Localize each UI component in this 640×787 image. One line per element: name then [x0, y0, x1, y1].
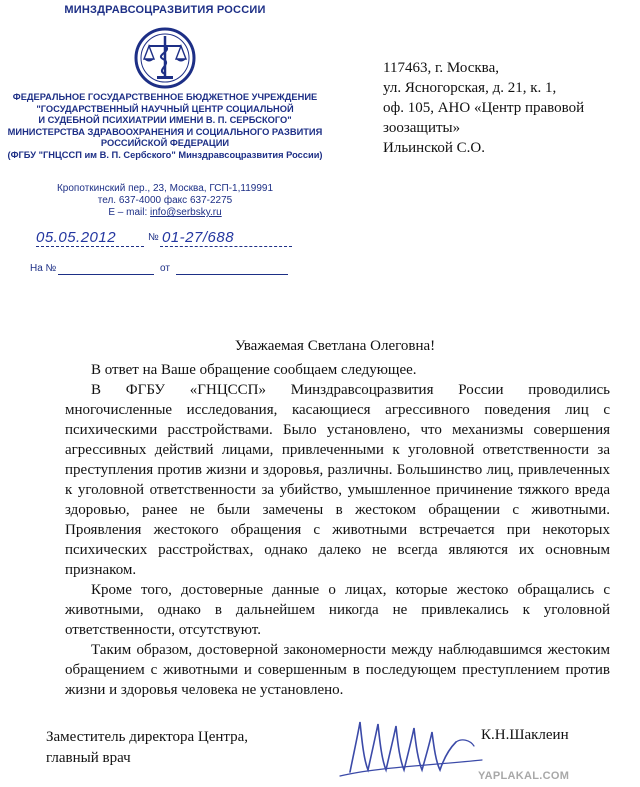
- recipient-name: Ильинской С.О.: [383, 140, 486, 156]
- body-paragraph: В ответ на Ваше обращение сообщаем следующее.: [91, 362, 417, 378]
- institution-line: МИНИСТЕРСТВА ЗДРАВООХРАНЕНИЯ И СОЦИАЛЬНОГО РАЗВИТИЯ: [7, 126, 323, 137]
- ministry-name: МИНЗДРАВСОЦРАЗВИТИЯ РОССИИ: [64, 4, 266, 16]
- institution-contacts: [0, 183, 330, 219]
- signatory-position-line: главный врач: [46, 750, 131, 766]
- email-link[interactable]: info@serbsky.ru: [150, 207, 222, 218]
- institution-line: РОССИЙСКОЙ ФЕДЕРАЦИИ: [100, 138, 230, 149]
- site-watermark: YAPLAKAL.COM: [478, 770, 570, 782]
- body-paragraph: Таким образом, достоверной закономерности между наблюдавшимся жестоким обращением с животными и совершенным в последующем преступлением против жизни и здоровья человека не установлено.: [65, 642, 610, 698]
- registration-number: 01-27/688: [162, 229, 235, 246]
- institution-line: И СУДЕБНОЙ ПСИХИАТРИИ ИМЕНИ В. П. СЕРБСКОГО": [38, 115, 292, 126]
- recipient-line: 117463, г. Москва,: [383, 60, 499, 76]
- recipient-line: ул. Ясногорская, д. 21, к. 1,: [383, 80, 557, 96]
- signatory-position-line: Заместитель директора Центра,: [46, 729, 249, 745]
- institution-emblem-icon: [133, 26, 197, 90]
- recipient-address: [383, 58, 633, 158]
- reference-date-label: от: [160, 263, 170, 274]
- signatory-position: [46, 727, 248, 769]
- handwritten-signature: [332, 712, 492, 782]
- institution-email-row: [0, 207, 330, 219]
- number-underline: [160, 246, 292, 247]
- recipient-line: зоозащиты»: [383, 120, 461, 136]
- institution-address: Кропоткинский пер., 23, Москва, ГСП-1,119991: [56, 183, 273, 194]
- reference-date-underline: [176, 274, 288, 275]
- reference-number-label: На №: [30, 263, 57, 274]
- institution-abbreviation: (ФГБУ "ГНЦССП им В. П. Сербского" Минздравсоцразвития России): [7, 149, 323, 160]
- reference-number-underline: [58, 274, 154, 275]
- institution-line: ФЕДЕРАЛЬНОЕ ГОСУДАРСТВЕННОЕ БЮДЖЕТНОЕ УЧРЕЖДЕНИЕ: [12, 92, 318, 102]
- body-paragraph: В ФГБУ «ГНЦССП» Минздравсоцразвития России проводились многочисленные исследования, касающиеся агрессивного поведения лиц с психическими расстройствами. Было установлено, что механизмы совершения агрессивных действий лицами, привлеченными к уголовной ответственности за преступления против жизни и здоровья, различны. Большинство лиц, привлеченных к уголовной ответственности за убийство, умышленное причинение тяжкого вреда здоровью, ранее не были замечены в жестоком обращении с животными. Проявления жестокого обращения с животными встречается при некоторых психических расстройствах, однако далеко не всегда являются их основным признаком.: [65, 382, 610, 578]
- reference-line: [30, 263, 300, 277]
- recipient-line: оф. 105, АНО «Центр правовой: [383, 100, 585, 116]
- email-label: E – mail:: [108, 207, 151, 218]
- registration-number-sign: №: [148, 232, 159, 243]
- letter-body: [65, 360, 610, 700]
- institution-line: "ГОСУДАРСТВЕННЫЙ НАУЧНЫЙ ЦЕНТР СОЦИАЛЬНОЙ: [36, 103, 294, 114]
- registration-date: 05.05.2012: [36, 229, 117, 246]
- institution-phones: тел. 637-4000 факс 637-2275: [97, 195, 233, 206]
- greeting: Уважаемая Светлана Олеговна!: [234, 338, 436, 354]
- signatory-name: К.Н.Шаклеин: [481, 727, 569, 743]
- registration-line: [36, 229, 296, 251]
- institution-name: [0, 92, 330, 162]
- date-underline: [36, 246, 144, 247]
- body-paragraph: Кроме того, достоверные данные о лицах, которые жестоко обращались с животными, однако в дальнейшем никогда не привлекались к уголовной ответственности, отсутствуют.: [65, 582, 610, 638]
